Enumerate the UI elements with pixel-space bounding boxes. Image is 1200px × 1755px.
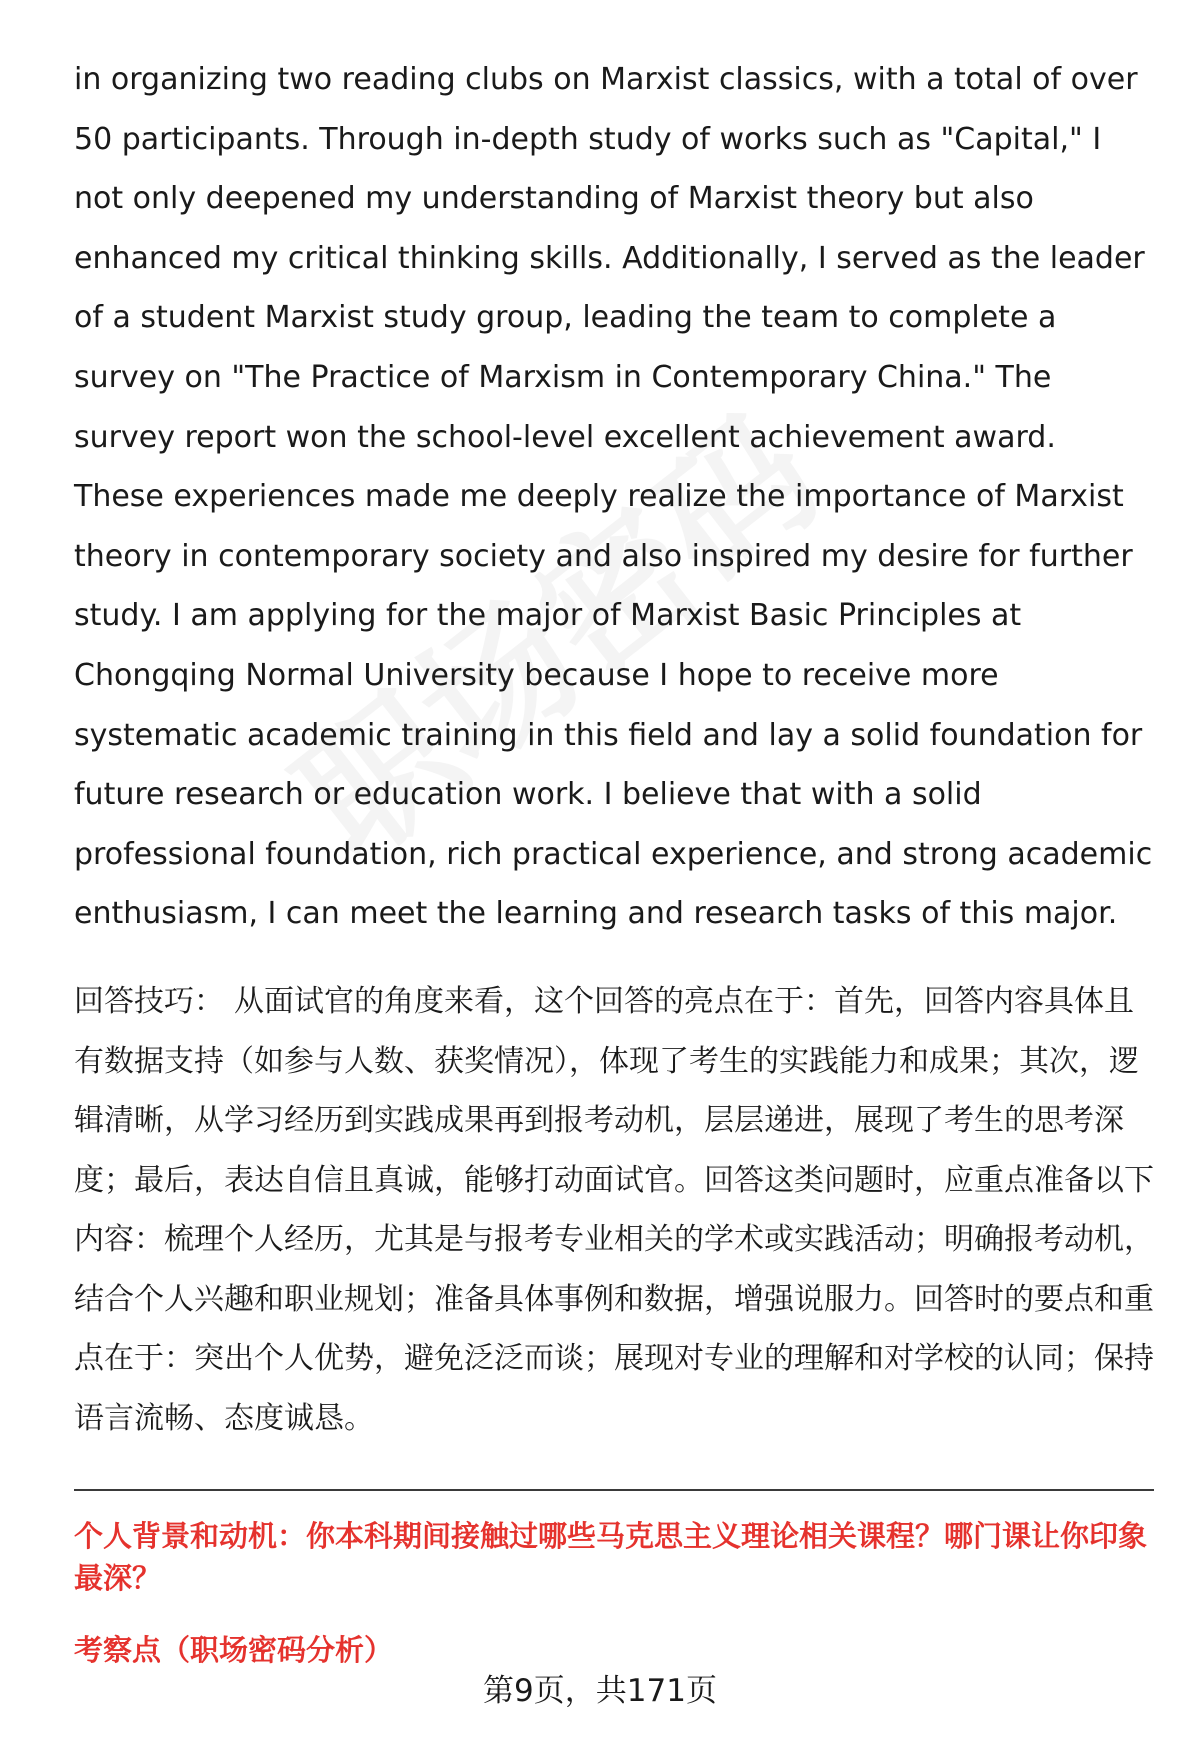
tips-label: 回答技巧： bbox=[74, 983, 224, 1019]
answer-tips-paragraph bbox=[74, 972, 1154, 1449]
question-heading: 个人背景和动机：你本科期间接触过哪些马克思主义理论相关课程？哪门课让你印象最深？ bbox=[74, 1518, 1148, 1595]
page-content bbox=[74, 50, 1154, 1671]
tips-text: 从面试官的角度来看，这个回答的亮点在于：首先，回答内容具体且有数据支持（如参与人数、获奖情况），体现了考生的实践能力和成果；其次，逻辑清晰，从学习经历到实践成果再到报考动机，层层递进，展现了考生的思考深度；最后，表达自信且真诚，能够打动面试官。回答这类问题时，应重点准备以下内容：梳理个人经历，尤其是与报考专业相关的学术或实践活动；明确报考动机，结合个人兴趣和职业规划；准备具体事例和数据，增强说服力。回答时的要点和重点在于：突出个人优势，避免泛泛而谈；展现对专业的理解和对学校的认同；保持语言流畅、态度诚恳。 bbox=[74, 983, 1154, 1437]
section-divider bbox=[74, 1489, 1154, 1491]
page-number: 第9页，共171页 bbox=[483, 1673, 717, 1709]
answer-paragraph: in organizing two reading clubs on Marxist classics, with a total of over 50 participants. Through in-depth study of works such as "Capital," I not only deepened my understanding of Marxist theory but also enhanced my critical thinking skills. Additionally, I served as the leader of a student Marxist study group, leading the team to complete a survey on "The Practice of Marxism in Contemporary China." The survey report won the school-level excellent achievement award. These experiences made me deeply realize the importance of Marxist theory in contemporary society and also inspired my desire for further study. I am applying for the major of Marxist Basic Principles at Chongqing Normal University because I hope to receive more systematic academic training in this field and lay a solid foundation for future research or education work. I believe that with a solid professional foundation, rich practical experience, and strong academic enthusiasm, I can meet the learning and research tasks of this major. bbox=[74, 62, 1153, 932]
exam-point-heading: 考察点（职场密码分析） bbox=[74, 1632, 394, 1667]
